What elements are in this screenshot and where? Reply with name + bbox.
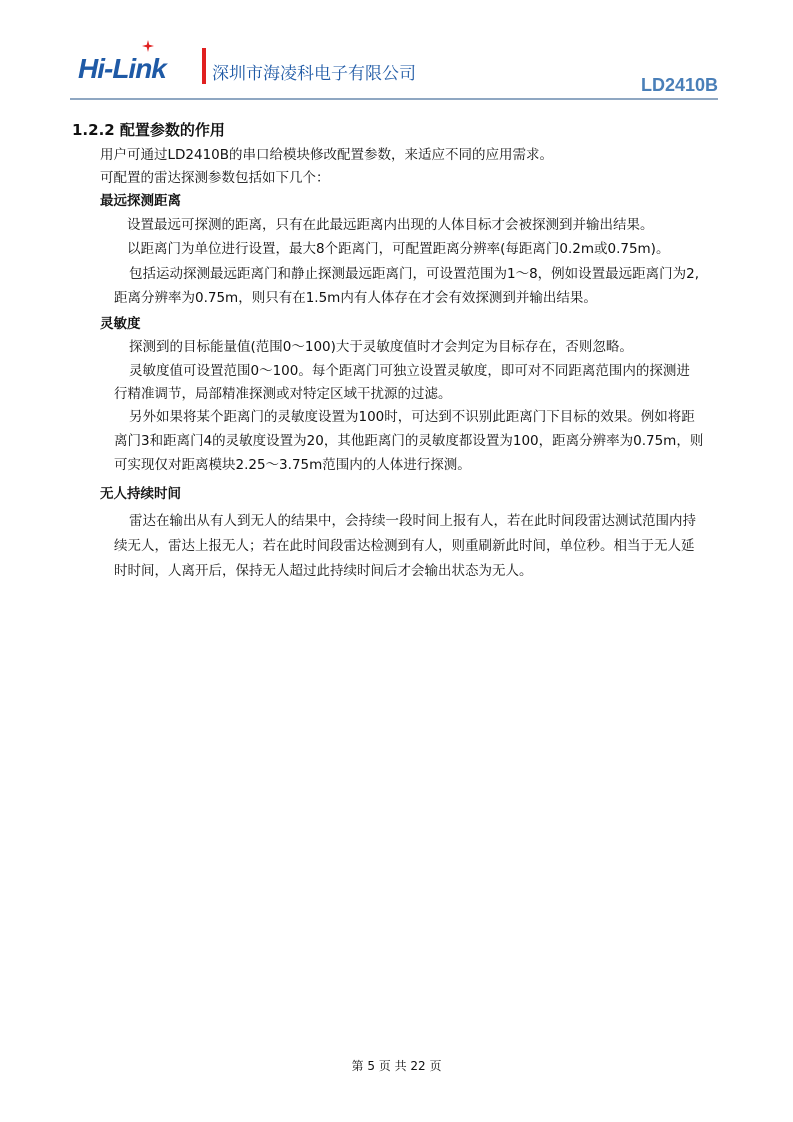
subheading-max-distance: 最远探测距离 [100,193,181,209]
page-number: 第 5 页 共 22 页 [351,1059,442,1073]
section-title: 1.2.2 配置参数的作用 [72,121,225,139]
paragraph-line: 另外如果将某个距离门的灵敏度设置为100时，可达到不识别此距离门下目标的效果。例如将距 [129,409,695,425]
paragraph-line: 续无人，雷达上报无人；若在此时间段雷达检测到有人，则重刷新此时间，单位秒。相当于无人延 [114,538,695,554]
logo-divider [202,48,206,84]
paragraph-line: 以距离门为单位进行设置，最大8个距离门，可配置距离分辨率(每距离门0.2m或0.75m)。 [127,241,670,257]
subheading-sensitivity: 灵敏度 [100,316,141,332]
header-rule [70,98,718,100]
subheading-unmanned-duration: 无人持续时间 [100,486,181,502]
paragraph-line: 用户可通过LD2410B的串口给模块修改配置参数，来适应不同的应用需求。 [100,147,554,163]
model-number: LD2410B [640,75,718,95]
paragraph-line: 距离分辨率为0.75m，则只有在1.5m内有人体存在才会有效探测到并输出结果。 [114,290,597,306]
paragraph-line: 可实现仅对距离模块2.25～3.75m范围内的人体进行探测。 [114,457,471,473]
star-icon [142,40,154,52]
paragraph-line: 设置最远可探测的距离，只有在此最远距离内出现的人体目标才会被探测到并输出结果。 [127,217,654,233]
paragraph-line: 包括运动探测最远距离门和静止探测最远距离门，可设置范围为1～8，例如设置最远距离门为2, [129,266,700,282]
paragraph-line: 离门3和距离门4的灵敏度设置为20，其他距离门的灵敏度都设置为100，距离分辨率为0.75m，则 [114,433,704,449]
hi-link-logo: Hi-Link [78,53,166,84]
paragraph-line: 雷达在输出从有人到无人的结果中，会持续一段时间上报有人，若在此时间段雷达测试范围内持 [129,513,696,529]
paragraph-line: 时时间，人离开后，保持无人超过此持续时间后才会输出状态为无人。 [114,563,533,579]
paragraph-line: 行精准调节，局部精准探测或对特定区域干扰源的过滤。 [114,386,452,402]
paragraph-line: 灵敏度值可设置范围0～100。每个距离门可独立设置灵敏度，即可对不同距离范围内的探测进 [129,363,690,379]
company-name: 深圳市海凌科电子有限公司 [212,64,416,84]
paragraph-line: 可配置的雷达探测参数包括如下几个： [100,170,330,186]
paragraph-line: 探测到的目标能量值(范围0～100)大于灵敏度值时才会判定为目标存在，否则忽略。 [129,339,633,355]
